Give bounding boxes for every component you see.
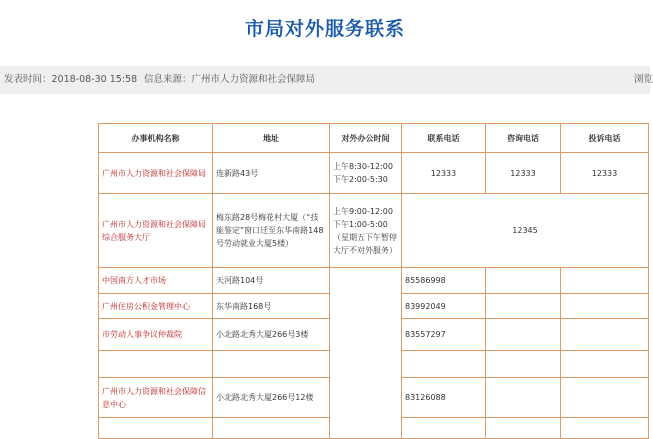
- header-complaint-phone: 投诉电话: [561, 124, 649, 153]
- header-org-name: 办事机构名称: [99, 124, 213, 153]
- header-office-hours: 对外办公时间: [330, 124, 402, 153]
- contact-phone: [402, 418, 486, 439]
- consult-phone-empty: [486, 319, 561, 351]
- complaint-phone-empty: [561, 268, 649, 294]
- spacer-cell: [486, 351, 561, 378]
- org-address: 小北路北秀大厦266号3楼: [213, 319, 330, 351]
- complaint-phone-empty: [561, 418, 649, 439]
- consult-phone-empty: [486, 294, 561, 319]
- office-hours-empty: [330, 268, 402, 439]
- article-meta-bar: [0, 66, 653, 94]
- office-hours: 上午8:30-12:00 下午2:00-5:30: [330, 153, 402, 194]
- header-consult-phone: 咨询电话: [486, 124, 561, 153]
- service-contact-table: [98, 123, 649, 439]
- org-name-link[interactable]: 广州市人力资源和社会保障信息中心: [99, 378, 213, 418]
- org-address: 小北路北秀大厦266号12楼: [213, 378, 330, 418]
- merged-phone: 12345: [402, 194, 649, 268]
- consult-phone-empty: [486, 378, 561, 418]
- office-hours: 上午9:00-12:00下午1:00-5:00（星期五下午暂停大厅不对外服务）: [330, 194, 402, 268]
- contact-phone: 85586998: [402, 268, 486, 294]
- org-address: 天河路104号: [213, 268, 330, 294]
- consult-phone: 12333: [486, 153, 561, 194]
- publish-time: 发表时间：2018-08-30 15:58: [4, 74, 138, 85]
- org-address: 梅东路28号梅花村大厦（“技能鉴定”窗口迁至东华南路148号劳动就业大厦5楼）: [213, 194, 330, 268]
- consult-phone-empty: [486, 418, 561, 439]
- spacer-cell: [99, 351, 213, 378]
- view-count-label: 浏览: [634, 74, 653, 85]
- consult-phone-empty: [486, 268, 561, 294]
- org-name-link[interactable]: 广州市人力资源和社会保障局: [99, 153, 213, 194]
- org-name-link[interactable]: 广州住房公积金管理中心: [99, 294, 213, 319]
- contact-phone: 12333: [402, 153, 486, 194]
- contact-phone: 83992049: [402, 294, 486, 319]
- table-header-row: [99, 124, 649, 153]
- complaint-phone-empty: [561, 294, 649, 319]
- org-address: [213, 418, 330, 439]
- page-title: 市局对外服务联系: [244, 18, 405, 40]
- org-address: 连新路43号: [213, 153, 330, 194]
- contact-phone: 83557297: [402, 319, 486, 351]
- org-address: 东华南路168号: [213, 294, 330, 319]
- complaint-phone-empty: [561, 319, 649, 351]
- spacer-cell: [402, 351, 486, 378]
- complaint-phone-empty: [561, 378, 649, 418]
- complaint-phone: 12333: [561, 153, 649, 194]
- org-name-link[interactable]: 市劳动人事争议仲裁院: [99, 319, 213, 351]
- org-name-link[interactable]: [99, 418, 213, 439]
- table-row: [99, 268, 649, 294]
- table-row: [99, 153, 649, 194]
- header-contact-phone: 联系电话: [402, 124, 486, 153]
- header-address: 地址: [213, 124, 330, 153]
- contact-phone: 83126088: [402, 378, 486, 418]
- spacer-cell: [213, 351, 330, 378]
- org-name-link[interactable]: 广州市人力资源和社会保障局综合服务大厅: [99, 194, 213, 268]
- org-name-link[interactable]: 中国南方人才市场: [99, 268, 213, 294]
- info-source: 信息来源：广州市人力资源和社会保障局: [144, 74, 316, 85]
- spacer-cell: [561, 351, 649, 378]
- table-row: [99, 194, 649, 268]
